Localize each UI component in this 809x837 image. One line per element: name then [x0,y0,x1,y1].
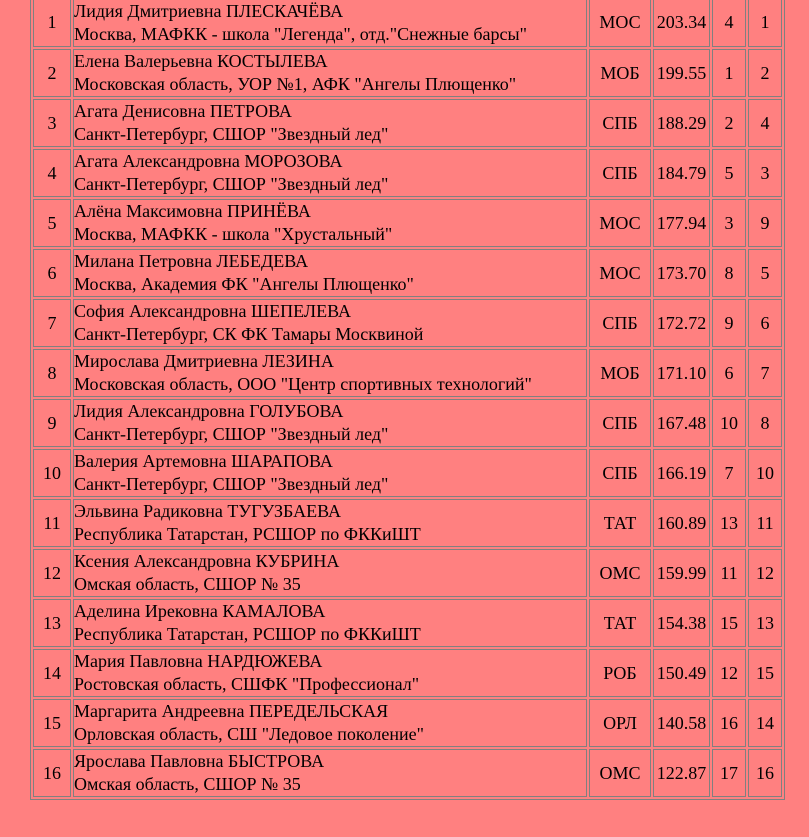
short-program-place-cell: 7 [712,449,746,497]
skater-cell [73,199,587,247]
table-row [33,249,782,297]
total-score-cell: 150.49 [653,649,710,697]
region-cell: МОС [589,199,651,247]
total-score-cell: 184.79 [653,149,710,197]
skater-club: Москва, МАФКК - школа "Легенда", отд."Снежные барсы" [74,23,527,44]
skater-name: Алёна Максимовна ПРИНЁВА [74,201,311,221]
place-cell: 11 [33,499,71,547]
skater-club: Санкт-Петербург, СШОР "Звездный лед" [74,174,389,194]
skater-name: Мирослава Дмитриевна ЛЕЗИНА [74,351,334,371]
region-cell: ОМС [589,549,651,597]
short-program-place-cell: 17 [712,749,746,797]
skater-club: Ростовская область, СШФК "Профессионал" [74,674,420,694]
table-row [33,299,782,347]
short-program-place-cell: 8 [712,249,746,297]
skater-club: Москва, Академия ФК "Ангелы Плющенко" [74,274,414,294]
skater-name: Агата Александровна МОРОЗОВА [74,151,343,171]
table-row [33,549,782,597]
short-program-place-cell: 16 [712,699,746,747]
skater-name: Маргарита Андреевна ПЕРЕДЕЛЬСКАЯ [74,701,389,721]
skater-cell [73,699,587,747]
total-score-cell: 166.19 [653,449,710,497]
place-cell: 10 [33,449,71,497]
region-cell: МОБ [589,349,651,397]
short-program-place-cell: 4 [712,0,746,47]
skater-name: Лидия Александровна ГОЛУБОВА [74,401,344,421]
table-row [33,699,782,747]
place-cell: 7 [33,299,71,347]
skater-club: Омская область, СШОР № 35 [74,574,301,594]
free-skating-place-cell: 11 [748,499,782,547]
region-cell: РОБ [589,649,651,697]
total-score-cell: 140.58 [653,699,710,747]
free-skating-place-cell: 4 [748,99,782,147]
short-program-place-cell: 12 [712,649,746,697]
free-skating-place-cell: 1 [748,0,782,47]
region-cell: МОБ [589,49,651,97]
free-skating-place-cell: 2 [748,49,782,97]
place-cell: 13 [33,599,71,647]
table-row [33,199,782,247]
free-skating-place-cell: 7 [748,349,782,397]
skater-name: Валерия Артемовна ШАРАПОВА [74,451,333,471]
skater-club: Санкт-Петербург, СШОР "Звездный лед" [74,124,389,144]
place-cell: 14 [33,649,71,697]
skater-club: Республика Татарстан, РСШОР по ФККиШТ [74,524,421,544]
free-skating-place-cell: 15 [748,649,782,697]
total-score-cell: 160.89 [653,499,710,547]
free-skating-place-cell: 12 [748,549,782,597]
region-cell: СПБ [589,399,651,447]
free-skating-place-cell: 14 [748,699,782,747]
short-program-place-cell: 5 [712,149,746,197]
place-cell: 12 [33,549,71,597]
total-score-cell: 122.87 [653,749,710,797]
skater-cell [73,449,587,497]
place-cell: 8 [33,349,71,397]
place-cell: 3 [33,99,71,147]
free-skating-place-cell: 13 [748,599,782,647]
region-cell: СПБ [589,449,651,497]
short-program-place-cell: 10 [712,399,746,447]
skater-club: Санкт-Петербург, СК ФК Тамары Москвиной [74,324,424,344]
free-skating-place-cell: 6 [748,299,782,347]
skater-name: София Александровна ШЕПЕЛЕВА [74,301,351,321]
total-score-cell: 159.99 [653,549,710,597]
free-skating-place-cell: 16 [748,749,782,797]
free-skating-place-cell: 8 [748,399,782,447]
skater-club: Санкт-Петербург, СШОР "Звездный лед" [74,424,389,444]
skater-club: Московская область, УОР №1, АФК "Ангелы Плющенко" [74,74,517,94]
skater-club: Санкт-Петербург, СШОР "Звездный лед" [74,474,389,494]
skater-cell [73,399,587,447]
short-program-place-cell: 3 [712,199,746,247]
total-score-cell: 177.94 [653,199,710,247]
results-table-body [33,0,782,797]
total-score-cell: 199.55 [653,49,710,97]
skater-cell [73,649,587,697]
region-cell: ТАТ [589,499,651,547]
skater-cell [73,49,587,97]
free-skating-place-cell: 5 [748,249,782,297]
region-cell: СПБ [589,149,651,197]
region-cell: ОРЛ [589,699,651,747]
place-cell: 1 [33,0,71,47]
skater-name: Милана Петровна ЛЕБЕДЕВА [74,251,309,271]
table-row [33,599,782,647]
skater-cell [73,149,587,197]
total-score-cell: 172.72 [653,299,710,347]
skater-name: Ярослава Павловна БЫСТРОВА [74,751,325,771]
total-score-cell: 167.48 [653,399,710,447]
total-score-cell: 154.38 [653,599,710,647]
free-skating-place-cell: 9 [748,199,782,247]
total-score-cell: 203.34 [653,0,710,47]
table-row [33,49,782,97]
table-row [33,149,782,197]
place-cell: 2 [33,49,71,97]
table-row [33,349,782,397]
place-cell: 6 [33,249,71,297]
short-program-place-cell: 1 [712,49,746,97]
short-program-place-cell: 6 [712,349,746,397]
table-row [33,749,782,797]
table-row [33,449,782,497]
skater-club: Орловская область, СШ "Ледовое поколение" [74,724,425,744]
skater-club: Омская область, СШОР № 35 [74,774,301,794]
table-row [33,649,782,697]
skater-name: Ксения Александровна КУБРИНА [74,551,340,571]
short-program-place-cell: 15 [712,599,746,647]
table-row [33,0,782,47]
short-program-place-cell: 9 [712,299,746,347]
region-cell: ТАТ [589,599,651,647]
region-cell: СПБ [589,299,651,347]
skater-club: Республика Татарстан, РСШОР по ФККиШТ [74,624,421,644]
free-skating-place-cell: 10 [748,449,782,497]
skater-cell [73,299,587,347]
skater-name: Агата Денисовна ПЕТРОВА [74,101,292,121]
table-row [33,99,782,147]
skater-cell [73,749,587,797]
skater-name: Эльвина Радиковна ТУГУЗБАЕВА [74,501,341,521]
short-program-place-cell: 13 [712,499,746,547]
table-row [33,499,782,547]
free-skating-place-cell: 3 [748,149,782,197]
skater-cell [73,549,587,597]
total-score-cell: 173.70 [653,249,710,297]
place-cell: 15 [33,699,71,747]
region-cell: ОМС [589,749,651,797]
skater-cell [73,99,587,147]
table-row [33,399,782,447]
skater-name: Лидия Дмитриевна ПЛЕСКАЧЁВА [74,0,344,21]
skater-name: Мария Павловна НАРДЮЖЕВА [74,651,323,671]
place-cell: 5 [33,199,71,247]
total-score-cell: 171.10 [653,349,710,397]
place-cell: 9 [33,399,71,447]
place-cell: 16 [33,749,71,797]
skater-name: Елена Валерьевна КОСТЫЛЕВА [74,51,328,71]
skater-name: Аделина Ирековна КАМАЛОВА [74,601,326,621]
results-table [30,0,785,800]
place-cell: 4 [33,149,71,197]
skater-club: Москва, МАФКК - школа "Хрустальный" [74,224,393,244]
region-cell: МОС [589,249,651,297]
total-score-cell: 188.29 [653,99,710,147]
skater-cell [73,499,587,547]
region-cell: СПБ [589,99,651,147]
skater-club: Московская область, ООО "Центр спортивных технологий" [74,374,532,394]
skater-cell [73,599,587,647]
skater-cell [73,349,587,397]
skater-cell [73,249,587,297]
short-program-place-cell: 2 [712,99,746,147]
short-program-place-cell: 11 [712,549,746,597]
region-cell: МОС [589,0,651,47]
skater-cell [73,0,587,47]
